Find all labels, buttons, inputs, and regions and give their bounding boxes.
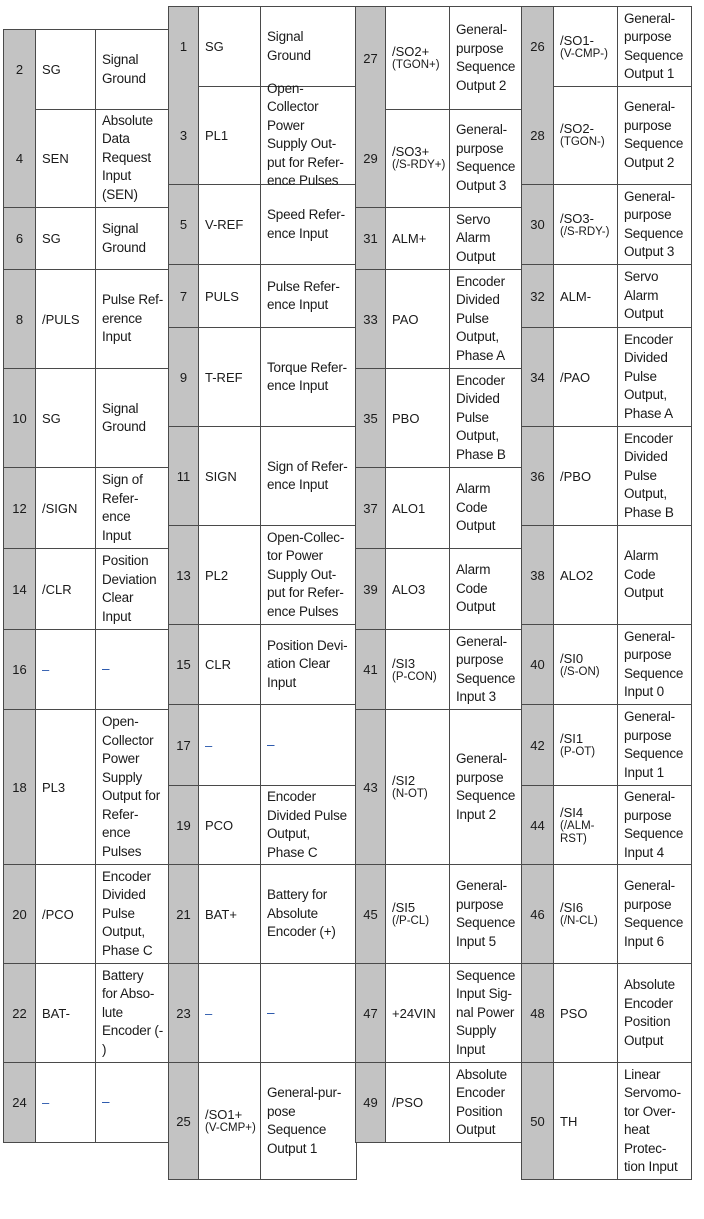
pin-number: 35 xyxy=(356,369,386,467)
signal-function: Battery for Abso- lute Encoder (- ) xyxy=(102,967,164,1057)
signal-function: General- purpose Sequence Input 6 xyxy=(624,878,684,949)
signal-function: – xyxy=(267,1004,275,1020)
pin-number: 9 xyxy=(169,328,199,426)
signal-name-main: /SO3- xyxy=(560,210,594,226)
pin-row xyxy=(521,786,692,865)
signal-name xyxy=(554,625,618,704)
signal-function: General- purpose Sequence Input 4 xyxy=(624,789,684,860)
signal-function: Encoder Divided Pulse Output, Phase A xyxy=(456,273,505,363)
pin-number: 46 xyxy=(522,865,554,963)
signal-name-alias: (/P-CL) xyxy=(392,915,430,927)
signal-function: Pulse Ref- erence Input xyxy=(102,292,164,345)
pin-row xyxy=(3,270,170,369)
pin-row xyxy=(355,630,524,710)
signal-function: General- purpose Sequence Input 1 xyxy=(624,709,684,780)
pin-row xyxy=(355,369,524,468)
signal-name: ALM+ xyxy=(386,208,450,269)
signal-name: PBO xyxy=(386,369,450,467)
pin-number: 22 xyxy=(4,964,36,1062)
signal-name: PL2 xyxy=(199,526,261,624)
pin-number: 1 xyxy=(169,7,199,86)
pin-number: 41 xyxy=(356,630,386,709)
signal-function: Absolute Data Request Input (SEN) xyxy=(102,112,153,202)
signal-name: – xyxy=(199,705,261,785)
signal-name: – xyxy=(199,964,261,1062)
pin-row xyxy=(3,630,170,710)
signal-function: Position Deviation Clear Input xyxy=(102,553,157,624)
pin-row xyxy=(355,270,524,369)
signal-name xyxy=(554,705,618,785)
pin-row xyxy=(168,427,357,526)
signal-name-alias: (/ALM- RST) xyxy=(560,819,595,845)
signal-name: PL3 xyxy=(36,710,96,864)
pin-row xyxy=(168,964,357,1063)
pin-number: 48 xyxy=(522,964,554,1062)
pin-row xyxy=(3,549,170,630)
signal-name xyxy=(554,865,618,963)
signal-name-wrap xyxy=(560,900,598,928)
pin-number: 4 xyxy=(4,109,36,207)
pin-row xyxy=(168,865,357,964)
pin-row xyxy=(355,6,524,110)
signal-name-wrap xyxy=(560,211,609,239)
signal-name: V-REF xyxy=(199,185,261,264)
pin-number: 29 xyxy=(356,109,386,207)
signal-name: /SIGN xyxy=(36,468,96,548)
signal-name: /PAO xyxy=(554,328,618,426)
pin-row xyxy=(355,710,524,865)
pin-number: 18 xyxy=(4,710,36,864)
pin-number: 37 xyxy=(356,468,386,548)
pin-row xyxy=(355,109,524,208)
signal-name: SG xyxy=(199,7,261,86)
pin-number: 27 xyxy=(356,7,386,109)
pin-number: 42 xyxy=(522,705,554,785)
signal-name-alias: (/S-ON) xyxy=(560,665,600,678)
signal-name-main: /SI3 xyxy=(392,655,416,671)
signal-function: General-pur- pose Sequence Output 1 xyxy=(267,1085,342,1156)
signal-function: Alarm Code Output xyxy=(456,562,496,615)
pin-row xyxy=(3,964,170,1063)
signal-function: Open- Collector Power Supply Output for Refer- ence Pulses xyxy=(102,714,161,859)
signal-name-wrap xyxy=(205,1107,256,1135)
signal-name: T-REF xyxy=(199,328,261,426)
pin-number: 44 xyxy=(522,786,554,864)
signal-name xyxy=(386,7,450,109)
pin-row xyxy=(521,705,692,786)
pin-number: 30 xyxy=(522,185,554,264)
signal-function: Alarm Code Output xyxy=(456,481,496,534)
signal-name-main: /SO2+ xyxy=(392,44,430,59)
signal-name: PL1 xyxy=(199,86,261,184)
signal-function: Linear Servomo- tor Over- heat Protec- tion Input xyxy=(624,1066,681,1174)
pin-number: 10 xyxy=(4,369,36,467)
pin-row xyxy=(521,86,692,185)
signal-name: /PCO xyxy=(36,865,96,963)
signal-name-wrap xyxy=(392,144,445,172)
signal-function: Position Devi- ation Clear Input xyxy=(267,637,348,690)
signal-name-wrap xyxy=(560,33,608,61)
pin-row xyxy=(355,964,524,1063)
signal-name-main: /SO3+ xyxy=(392,144,430,159)
pin-row xyxy=(168,6,357,87)
pin-row xyxy=(355,549,524,630)
signal-function: General- purpose Sequence Output 1 xyxy=(624,10,684,81)
signal-name-alias: (/S-RDY-) xyxy=(560,225,610,238)
pin-row xyxy=(3,369,170,468)
signal-function: – xyxy=(102,661,110,677)
pin-number: 24 xyxy=(4,1063,36,1142)
pin-row xyxy=(168,265,357,328)
signal-function: General- purpose Sequence Input 3 xyxy=(456,633,516,704)
pin-row xyxy=(521,265,692,328)
signal-name: CLR xyxy=(199,625,261,704)
signal-name-alias: (N-OT) xyxy=(392,788,428,800)
pin-number: 25 xyxy=(169,1063,199,1179)
signal-function: Encoder Divided Pulse Output, Phase B xyxy=(624,430,674,520)
signal-name: ALM- xyxy=(554,265,618,327)
signal-name: /CLR xyxy=(36,549,96,629)
signal-name-wrap xyxy=(560,805,595,846)
signal-function: Torque Refer- ence Input xyxy=(267,359,347,393)
pin-number: 50 xyxy=(522,1063,554,1179)
signal-function: Signal Ground xyxy=(102,221,146,255)
signal-name: TH xyxy=(554,1063,618,1179)
signal-name xyxy=(554,786,618,864)
signal-name-wrap xyxy=(392,773,428,801)
signal-name: PCO xyxy=(199,786,261,864)
pin-row xyxy=(521,6,692,87)
signal-name: PAO xyxy=(386,270,450,368)
signal-name-main: /SI6 xyxy=(560,900,584,915)
signal-function: Open-Collec- tor Power Supply Out- put for Refer- ence Pulses xyxy=(267,529,345,619)
signal-name: /PULS xyxy=(36,270,96,368)
pin-row xyxy=(521,328,692,427)
signal-function: Absolute Encoder Position Output xyxy=(624,977,675,1048)
pin-row xyxy=(3,1063,170,1143)
signal-name-alias: (P-CON) xyxy=(392,670,437,683)
signal-function: Pulse Refer- ence Input xyxy=(267,278,340,312)
pin-row xyxy=(168,705,357,786)
signal-name: SEN xyxy=(36,109,96,207)
pin-number: 32 xyxy=(522,265,554,327)
pin-row xyxy=(168,625,357,705)
pin-number: 36 xyxy=(522,427,554,525)
pin-number: 23 xyxy=(169,964,199,1062)
signal-function: Sign of Refer- ence Input xyxy=(267,458,348,492)
signal-name: BAT+ xyxy=(199,865,261,963)
pin-number: 14 xyxy=(4,549,36,629)
signal-name xyxy=(554,7,618,86)
signal-function: General- purpose Sequence Output 3 xyxy=(624,188,684,259)
pin-row xyxy=(355,865,524,964)
signal-name: BAT- xyxy=(36,964,96,1062)
pin-row xyxy=(168,786,357,865)
signal-name xyxy=(554,185,618,264)
pin-row xyxy=(168,80,357,188)
pin-row xyxy=(3,109,170,208)
signal-name: SG xyxy=(36,369,96,467)
signal-name-alias: (/S-RDY+) xyxy=(392,159,446,171)
pin-number: 40 xyxy=(522,625,554,704)
signal-name: SIGN xyxy=(199,427,261,525)
signal-function: Encoder Divided Pulse Output, Phase B xyxy=(456,372,506,462)
signal-function: General- purpose Sequence Output 2 xyxy=(456,22,516,93)
pin-row xyxy=(3,468,170,549)
pin-number: 8 xyxy=(4,270,36,368)
signal-function: Sign of Refer- ence Input xyxy=(102,472,143,543)
signal-name-alias: (TGON+) xyxy=(392,59,440,71)
signal-name: PULS xyxy=(199,265,261,327)
signal-name xyxy=(554,86,618,184)
pin-number: 12 xyxy=(4,468,36,548)
pin-number: 11 xyxy=(169,427,199,525)
pin-number: 33 xyxy=(356,270,386,368)
signal-name-main: /SI1 xyxy=(560,731,584,746)
pin-row xyxy=(521,185,692,265)
signal-function: Encoder Divided Pulse Output, Phase A xyxy=(624,331,673,421)
pin-row xyxy=(3,208,170,270)
signal-name: – xyxy=(36,1063,96,1142)
pin-number: 38 xyxy=(522,526,554,624)
pin-number: 21 xyxy=(169,865,199,963)
signal-name-alias: (/N-CL) xyxy=(560,915,598,927)
pin-number: 47 xyxy=(356,964,386,1062)
pin-number: 43 xyxy=(356,710,386,864)
signal-function: Encoder Divided Pulse Output, Phase C xyxy=(102,868,153,958)
pin-number: 2 xyxy=(4,30,36,109)
pin-number: 49 xyxy=(356,1063,386,1142)
signal-name-main: /SO2- xyxy=(560,121,594,136)
pin-number: 39 xyxy=(356,549,386,629)
pin-row xyxy=(355,1063,524,1143)
signal-name-main: /SI0 xyxy=(560,650,584,666)
pin-row xyxy=(3,29,170,110)
signal-function: Absolute Encoder Position Output xyxy=(456,1066,507,1137)
signal-function: Signal Ground xyxy=(102,52,146,86)
signal-name xyxy=(386,109,450,207)
signal-function: General- purpose Sequence Input 0 xyxy=(624,628,684,699)
signal-name-wrap xyxy=(392,656,437,684)
pin-number: 13 xyxy=(169,526,199,624)
signal-name: ALO1 xyxy=(386,468,450,548)
signal-name: /PBO xyxy=(554,427,618,525)
signal-name-main: /SO1- xyxy=(560,32,594,48)
pin-number: 28 xyxy=(522,86,554,184)
pin-number: 7 xyxy=(169,265,199,327)
signal-function: General- purpose Sequence Output 2 xyxy=(624,99,684,170)
signal-name xyxy=(386,710,450,864)
pin-number: 34 xyxy=(522,328,554,426)
pin-number: 16 xyxy=(4,630,36,709)
signal-function: Sequence Input Sig- nal Power Supply Input xyxy=(456,967,516,1057)
signal-name: – xyxy=(36,630,96,709)
signal-function: Battery for Absolute Encoder (+) xyxy=(267,887,336,940)
signal-name-alias: (P-OT) xyxy=(560,746,596,758)
pin-row xyxy=(521,1063,692,1180)
signal-function: Speed Refer- ence Input xyxy=(267,207,345,241)
pin-number: 5 xyxy=(169,185,199,264)
signal-name-wrap xyxy=(560,731,595,759)
pin-row xyxy=(521,427,692,526)
signal-name-main: /SI5 xyxy=(392,900,416,915)
pin-number: 17 xyxy=(169,705,199,785)
pin-row xyxy=(168,328,357,427)
signal-function: General- purpose Sequence Output 3 xyxy=(456,122,516,193)
signal-name-wrap xyxy=(392,44,440,72)
signal-name-wrap xyxy=(560,121,605,149)
pin-number: 45 xyxy=(356,865,386,963)
signal-function: – xyxy=(267,736,275,752)
pin-number: 26 xyxy=(522,7,554,86)
signal-name-main: /SI4 xyxy=(560,804,584,820)
signal-name xyxy=(386,865,450,963)
signal-name: PSO xyxy=(554,964,618,1062)
pin-row xyxy=(521,964,692,1063)
signal-function: Signal Ground xyxy=(102,400,146,434)
pin-row xyxy=(521,865,692,964)
signal-name-wrap xyxy=(560,651,600,679)
pin-row xyxy=(521,526,692,625)
pin-row xyxy=(3,710,170,865)
signal-name: /PSO xyxy=(386,1063,450,1142)
signal-function: General- purpose Sequence Input 2 xyxy=(456,751,516,822)
signal-name-main: /SI2 xyxy=(392,773,416,788)
pin-row xyxy=(355,208,524,270)
signal-function: Servo Alarm Output xyxy=(456,211,496,264)
signal-name: ALO2 xyxy=(554,526,618,624)
pin-number: 19 xyxy=(169,786,199,864)
pin-number: 20 xyxy=(4,865,36,963)
signal-function: Alarm Code Output xyxy=(624,548,664,601)
signal-name: ALO3 xyxy=(386,549,450,629)
pin-number: 15 xyxy=(169,625,199,704)
signal-function: Open-Collector Power Supply Out- put for Refer- ence Pulses xyxy=(267,80,344,188)
signal-name-alias: (V-CMP+) xyxy=(205,1122,256,1134)
pin-row xyxy=(168,1063,357,1180)
signal-name-wrap xyxy=(392,900,429,928)
signal-function: Signal Ground xyxy=(267,29,311,63)
signal-name xyxy=(386,630,450,709)
signal-name-alias: (V-CMP-) xyxy=(560,47,608,60)
signal-function: Servo Alarm Output xyxy=(624,269,664,322)
signal-function: Encoder Divided Pulse Output, Phase C xyxy=(267,789,347,860)
signal-name: SG xyxy=(36,208,96,269)
signal-function: General- purpose Sequence Input 5 xyxy=(456,878,516,949)
pin-row xyxy=(521,625,692,705)
signal-name-alias: (TGON-) xyxy=(560,136,605,148)
pin-row xyxy=(168,526,357,625)
signal-name-main: /SO1+ xyxy=(205,1107,243,1122)
signal-name xyxy=(199,1063,261,1179)
pin-number: 3 xyxy=(169,86,199,184)
signal-name: SG xyxy=(36,30,96,109)
pin-row xyxy=(3,865,170,964)
signal-function: – xyxy=(102,1094,110,1110)
signal-name: +24VIN xyxy=(386,964,450,1062)
pin-number: 6 xyxy=(4,208,36,269)
pin-number: 31 xyxy=(356,208,386,269)
pin-row xyxy=(355,468,524,549)
pin-row xyxy=(168,185,357,265)
